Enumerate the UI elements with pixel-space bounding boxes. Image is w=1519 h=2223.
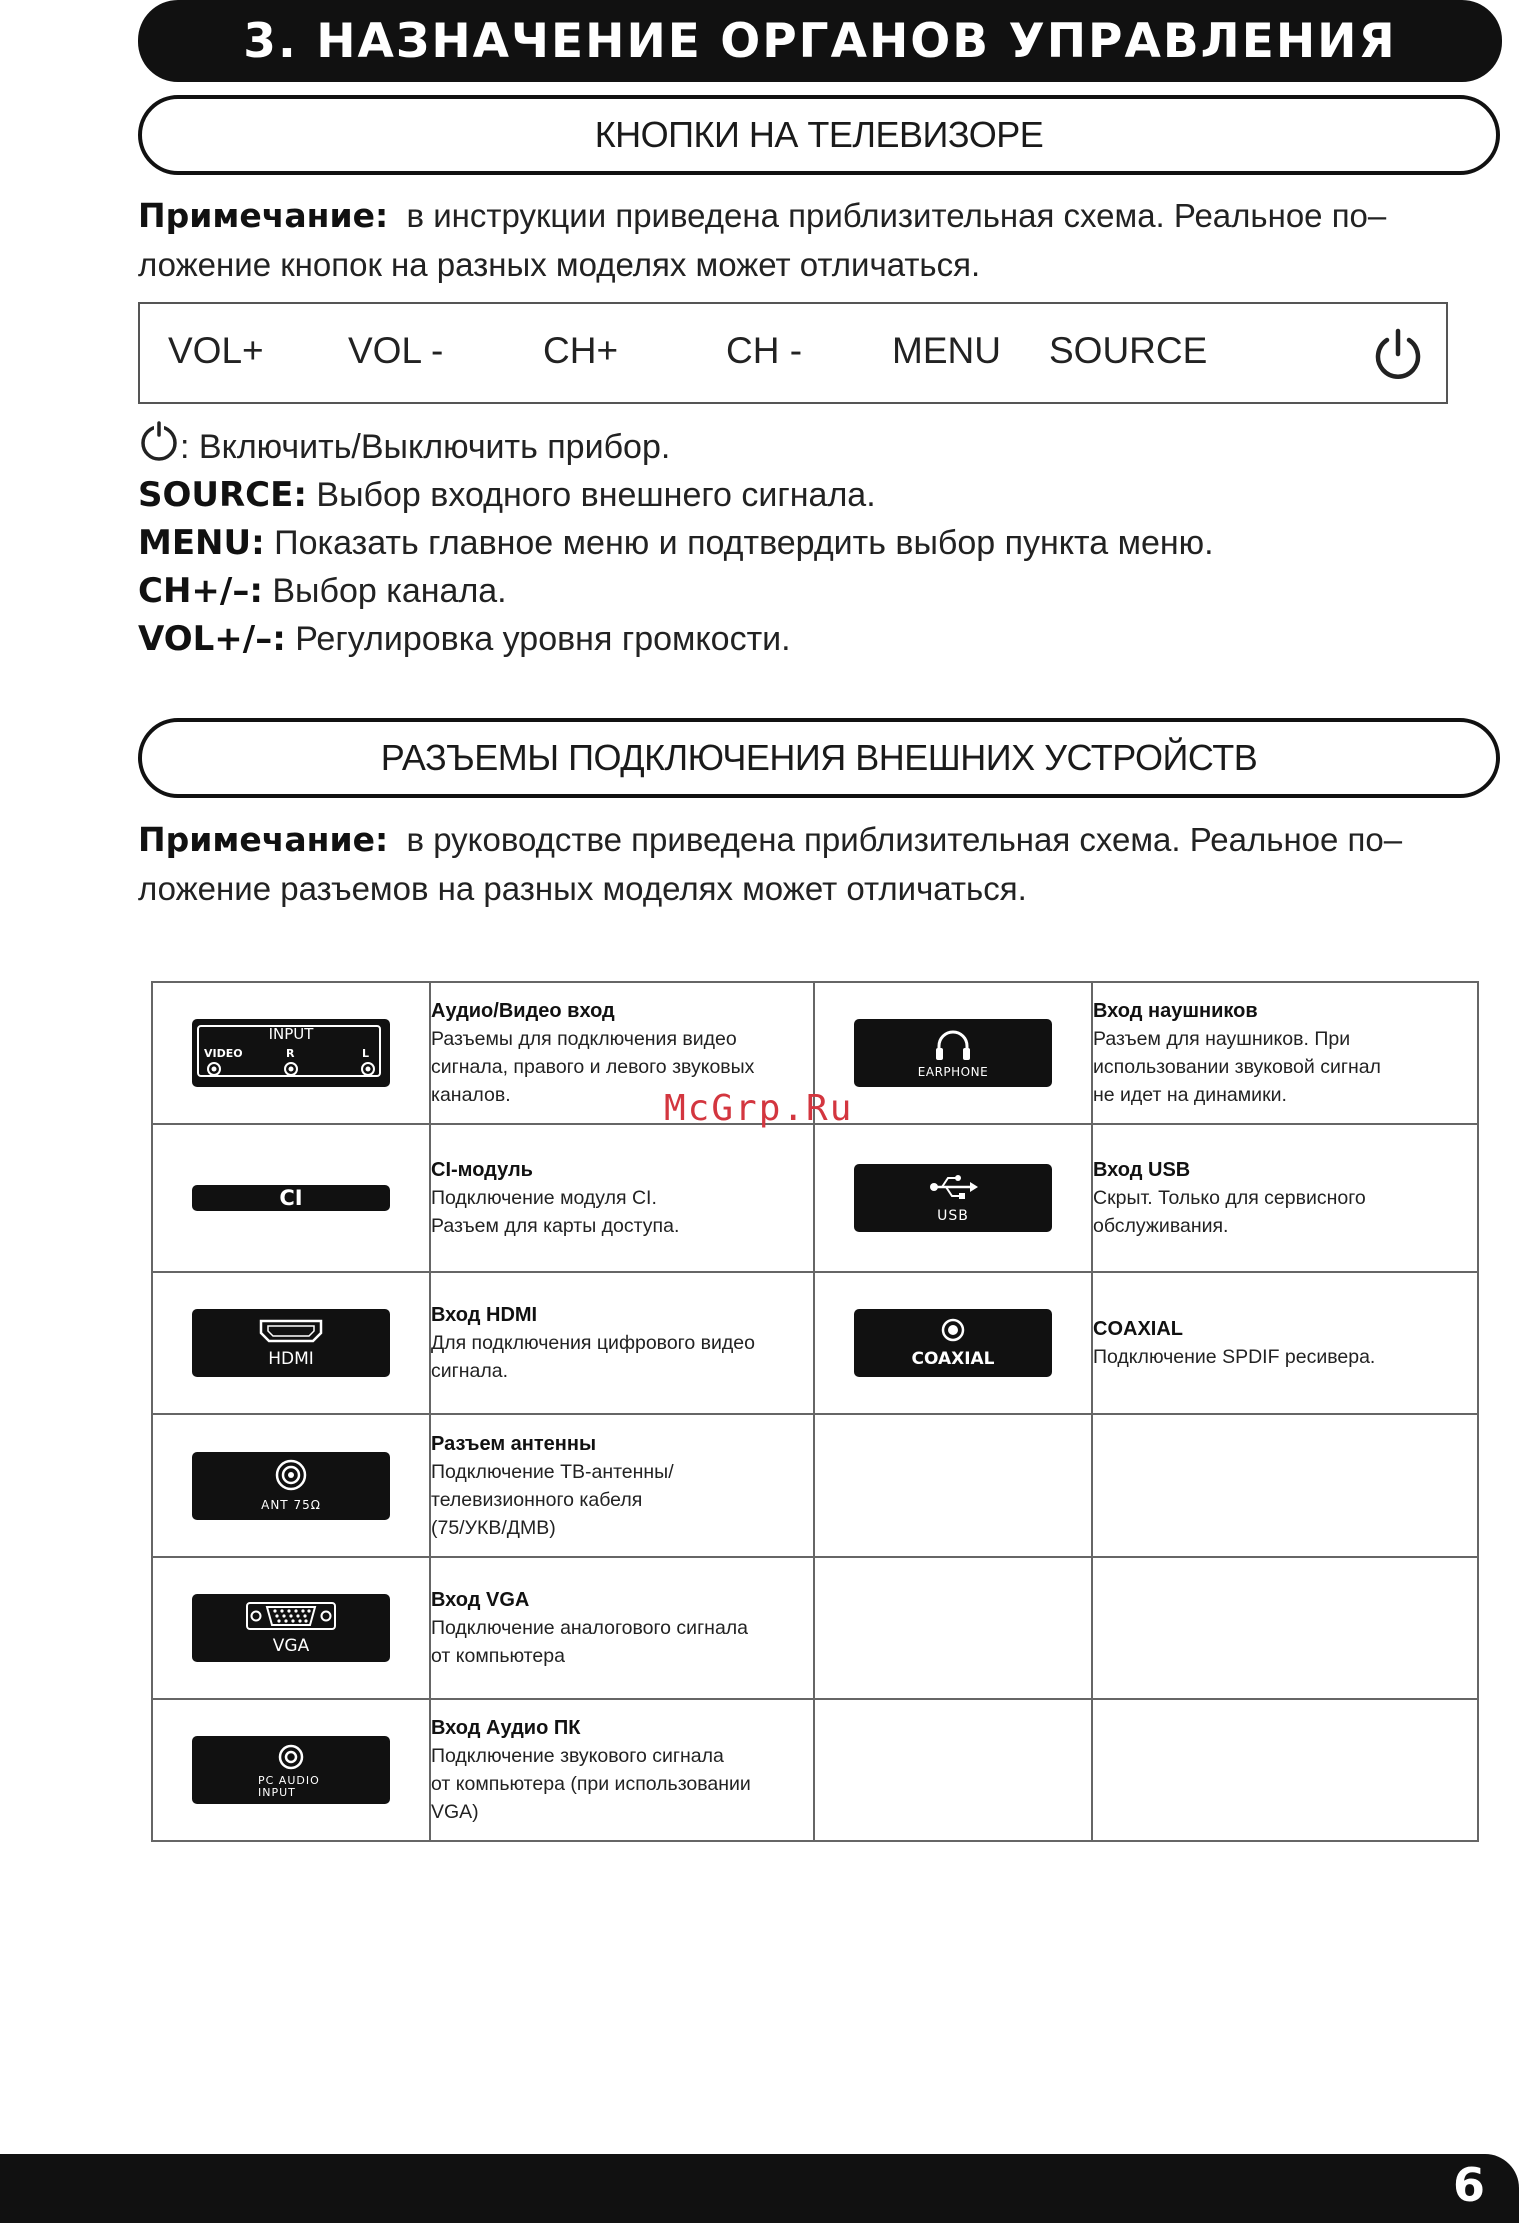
audio-jack-icon xyxy=(276,1742,306,1772)
tv-button-strip xyxy=(138,302,1448,404)
note-text-2: ложение разъемов на разных моделях может отличаться. xyxy=(138,870,1027,907)
watermark: McGrp.Ru xyxy=(664,1088,854,1129)
note-label: Примечание: xyxy=(138,196,389,235)
power-icon xyxy=(138,420,180,462)
empty-cell xyxy=(814,1414,1092,1557)
empty-cell xyxy=(1092,1557,1478,1699)
vga-line: от компьютера xyxy=(431,1645,565,1667)
page-footer xyxy=(0,2154,1519,2223)
pcaudio-line: Подключение звукового сигнала xyxy=(431,1745,724,1767)
ci-title: CI-модуль xyxy=(431,1159,533,1181)
button-definitions xyxy=(138,420,1508,663)
ant-line: Подключение ТВ-антенны/ xyxy=(431,1460,674,1483)
buttons-heading: КНОПКИ НА ТЕЛЕВИЗОРЕ xyxy=(138,95,1500,175)
usb-icon xyxy=(928,1174,978,1200)
pcaudio-icon-cell xyxy=(152,1699,430,1841)
av-title: Аудио/Видео вход xyxy=(431,1000,615,1022)
hdmi-plate-label: HDMI xyxy=(268,1349,314,1369)
note-label: Примечание: xyxy=(138,820,389,859)
def-ch-key: CH+/–: xyxy=(138,571,263,611)
pcaudio-plate xyxy=(192,1736,390,1804)
def-menu-text: Показать главное меню и подтвердить выбор пункта меню. xyxy=(264,524,1214,562)
vga-line: Подключение аналогового сигнала xyxy=(431,1617,749,1639)
ci-desc xyxy=(430,1124,814,1272)
usb-icon-cell xyxy=(814,1124,1092,1272)
coaxial-title: COAXIAL xyxy=(1093,1318,1183,1340)
connectors-heading: РАЗЪЕМЫ ПОДКЛЮЧЕНИЯ ВНЕШНИХ УСТРОЙСТВ xyxy=(138,718,1500,798)
ant-icon-cell xyxy=(152,1414,430,1557)
strip-vol-plus: VOL+ xyxy=(168,330,264,371)
table-row xyxy=(152,1124,1478,1272)
earphone-line: Разъем для наушников. При xyxy=(1093,1028,1351,1050)
page-number: 6 xyxy=(1452,2158,1485,2212)
vga-port-icon xyxy=(246,1602,336,1630)
connectors-note xyxy=(138,815,1508,913)
def-source-text: Выбор входного внешнего сигнала. xyxy=(306,476,876,514)
usb-plate xyxy=(854,1164,1052,1232)
table-row xyxy=(152,1414,1478,1557)
usb-desc xyxy=(1092,1124,1478,1272)
hdmi-plate xyxy=(192,1309,390,1377)
hdmi-port-icon xyxy=(259,1319,323,1343)
ant-plate xyxy=(192,1452,390,1520)
ant-plate-label: ANT 75Ω xyxy=(261,1497,321,1512)
antenna-jack-icon xyxy=(274,1458,308,1492)
vga-title: Вход VGA xyxy=(431,1589,530,1611)
coaxial-plate-label: COAXIAL xyxy=(911,1349,995,1369)
empty-cell xyxy=(1092,1699,1478,1841)
earphone-plate-label: EARPHONE xyxy=(917,1065,989,1079)
vga-icon-cell xyxy=(152,1557,430,1699)
usb-title: Вход USB xyxy=(1093,1159,1191,1181)
ci-plate: CI xyxy=(192,1185,390,1211)
ant-desc xyxy=(430,1414,814,1557)
coaxial-icon-cell xyxy=(814,1272,1092,1414)
ant-line: телевизионного кабеля xyxy=(431,1488,643,1511)
table-row xyxy=(152,1557,1478,1699)
earphone-plate xyxy=(854,1019,1052,1087)
buttons-note xyxy=(138,191,1508,289)
av-plate-l: L xyxy=(362,1047,370,1060)
av-line: сигнала, правого и левого звуковых xyxy=(431,1056,755,1078)
def-power-text: : Включить/Выключить прибор. xyxy=(180,428,671,466)
usb-plate-label: USB xyxy=(937,1208,969,1224)
section-title: 3. НАЗНАЧЕНИЕ ОРГАНОВ УПРАВЛЕНИЯ xyxy=(138,0,1502,82)
pcaudio-desc xyxy=(430,1699,814,1841)
def-source-key: SOURCE: xyxy=(138,475,307,515)
def-ch-text: Выбор канала. xyxy=(262,572,507,610)
coaxial-line: Подключение SPDIF ресивера. xyxy=(1093,1346,1376,1368)
av-input-plate xyxy=(192,1019,390,1087)
av-line: Разъемы для подключения видео xyxy=(431,1028,737,1050)
av-plate-title: INPUT xyxy=(268,1025,314,1043)
def-vol xyxy=(138,615,1508,663)
note-text-1: в инструкции приведена приблизительная схема. Реальное по– xyxy=(406,197,1387,234)
strip-menu: MENU xyxy=(892,330,1001,371)
hdmi-line: сигнала. xyxy=(431,1360,509,1382)
def-source xyxy=(138,471,1508,519)
empty-cell xyxy=(1092,1414,1478,1557)
coaxial-desc xyxy=(1092,1272,1478,1414)
note-text-2: ложение кнопок на разных моделях может отличаться. xyxy=(138,246,981,283)
rca-jacks-icon xyxy=(192,1059,390,1079)
def-vol-text: Регулировка уровня громкости. xyxy=(285,620,791,658)
coaxial-plate xyxy=(854,1309,1052,1377)
earphone-icon-cell xyxy=(814,982,1092,1124)
pcaudio-plate-line2: INPUT xyxy=(258,1786,296,1799)
pcaudio-plate-line1: PC AUDIO xyxy=(258,1774,320,1787)
note-text-1: в руководстве приведена приблизительная схема. Реальное по– xyxy=(406,821,1403,858)
earphone-line: использовании звуковой сигнал xyxy=(1093,1056,1381,1078)
earphone-line: не идет на динамики. xyxy=(1093,1084,1287,1106)
def-menu xyxy=(138,519,1508,567)
hdmi-title: Вход HDMI xyxy=(431,1304,538,1326)
av-line: каналов. xyxy=(431,1084,511,1106)
hdmi-desc xyxy=(430,1272,814,1414)
def-menu-key: MENU: xyxy=(138,523,265,563)
coaxial-jack-icon xyxy=(940,1317,966,1343)
headphones-icon xyxy=(933,1028,973,1062)
av-plate-r: R xyxy=(286,1047,295,1060)
empty-cell xyxy=(814,1557,1092,1699)
ci-icon-cell xyxy=(152,1124,430,1272)
table-row xyxy=(152,1272,1478,1414)
hdmi-icon-cell xyxy=(152,1272,430,1414)
ci-line: Подключение модуля CI. xyxy=(431,1187,657,1209)
table-row xyxy=(152,1699,1478,1841)
vga-desc xyxy=(430,1557,814,1699)
pcaudio-line: VGA) xyxy=(431,1801,479,1823)
av-plate-video: VIDEO xyxy=(204,1047,243,1060)
usb-line: Скрыт. Только для сервисного xyxy=(1093,1187,1366,1209)
empty-cell xyxy=(814,1699,1092,1841)
def-power xyxy=(138,420,1508,471)
earphone-title: Вход наушников xyxy=(1093,1000,1258,1022)
vga-plate xyxy=(192,1594,390,1662)
ci-line: Разъем для карты доступа. xyxy=(431,1215,680,1237)
ant-line: (75/УКВ/ДМВ) xyxy=(431,1516,556,1539)
strip-source: SOURCE xyxy=(1049,330,1208,371)
strip-vol-minus: VOL - xyxy=(348,330,444,371)
strip-ch-plus: CH+ xyxy=(543,330,619,371)
vga-plate-label: VGA xyxy=(272,1636,310,1656)
ant-title: Разъем антенны xyxy=(431,1432,597,1455)
def-vol-key: VOL+/–: xyxy=(138,619,286,659)
earphone-desc xyxy=(1092,982,1478,1124)
usb-line: обслуживания. xyxy=(1093,1215,1229,1237)
strip-ch-minus: CH - xyxy=(726,330,803,371)
pcaudio-title: Вход Аудио ПК xyxy=(431,1717,581,1739)
av-icon-cell xyxy=(152,982,430,1124)
pcaudio-line: от компьютера (при использовании xyxy=(431,1773,751,1795)
power-icon xyxy=(1370,326,1426,382)
hdmi-line: Для подключения цифрового видео xyxy=(431,1332,755,1354)
def-ch xyxy=(138,567,1508,615)
